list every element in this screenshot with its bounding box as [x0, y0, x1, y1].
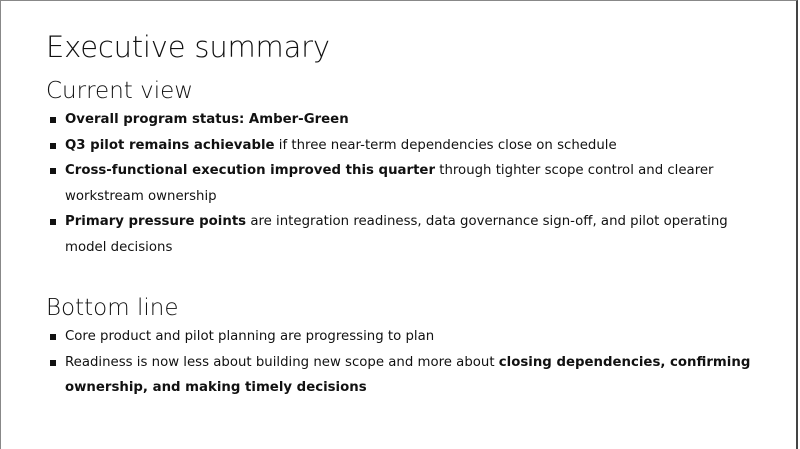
section-heading-current-view: Current view: [46, 78, 194, 104]
bullet-text: Core product and pilot planning are progressing to plan: [65, 329, 435, 344]
bullet-text: through tighter scope control and clearer workstream ownership: [65, 163, 714, 204]
bullet-bold: Q3 pilot remains achievable: [65, 137, 275, 153]
bullet-icon: [50, 168, 56, 174]
bullet-text: are integration readiness, data governance sign-off, and pilot operating model decisions: [65, 214, 728, 255]
current-view-list: [46, 107, 756, 260]
bullet-icon: [50, 143, 56, 149]
bullet-bold: closing dependencies, confirming ownership, and making timely decisions: [65, 354, 751, 395]
list-item: [46, 133, 756, 159]
list-item: [46, 209, 756, 260]
bullet-bold: Overall program status: Amber-Green: [65, 112, 349, 127]
bullet-text: if three near-term dependencies close on schedule: [274, 137, 617, 153]
bullet-bold: Primary pressure points: [65, 214, 247, 229]
bottom-line-list: [46, 324, 756, 401]
bullet-icon: [50, 219, 56, 225]
section-heading-bottom-line: Bottom line: [46, 295, 179, 321]
bullet-icon: [50, 360, 56, 366]
bullet-text: Readiness is now less about building new scope and more about: [65, 354, 499, 370]
bullet-icon: [50, 334, 56, 340]
list-item: [46, 350, 756, 401]
slide-title: Executive summary: [46, 30, 330, 64]
bullet-icon: [50, 117, 56, 123]
bullet-bold: Cross-functional execution improved this quarter: [65, 163, 436, 178]
list-item: [46, 324, 756, 350]
list-item: [46, 107, 756, 133]
list-item: [46, 158, 756, 209]
